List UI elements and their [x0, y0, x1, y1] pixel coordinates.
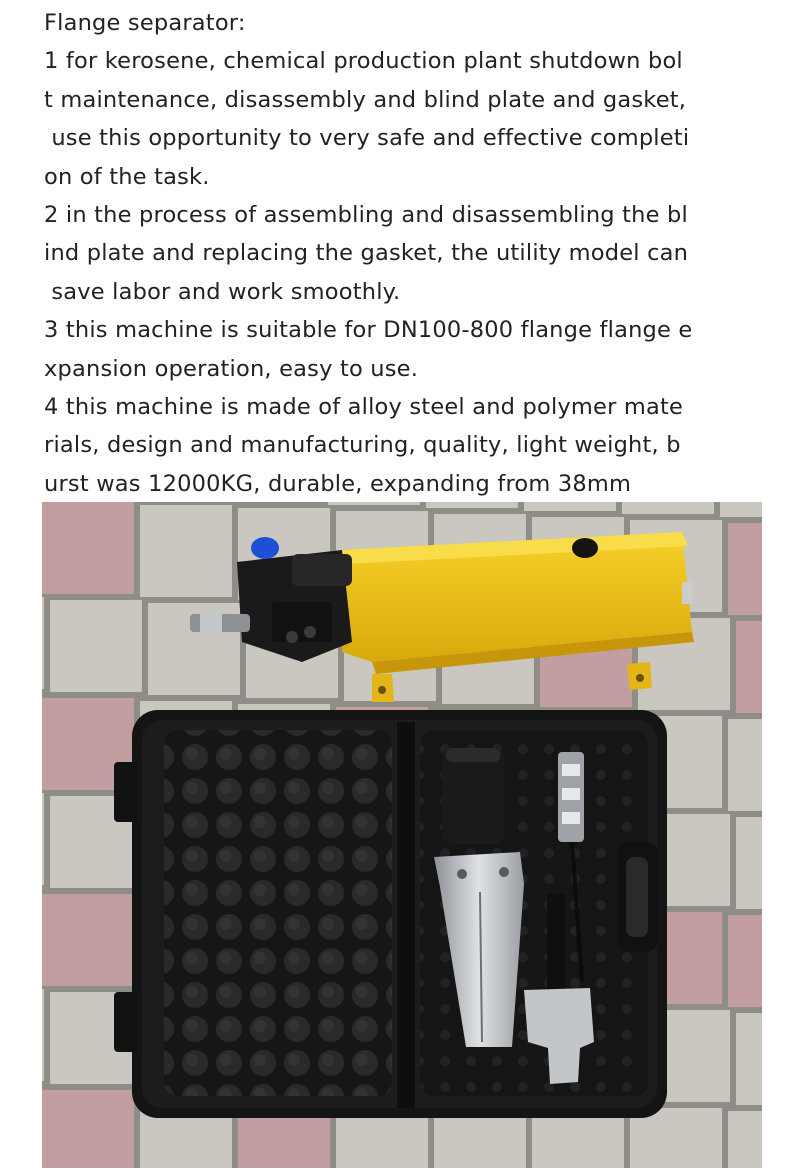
floor-tile: [524, 502, 616, 511]
floor-tile: [42, 1090, 134, 1168]
product-description: [44, 4, 774, 503]
floor-tile: [42, 793, 44, 885]
description-line: urst was 12000KG, durable, expanding from 38mm: [44, 470, 632, 497]
product-photo-illustration: [42, 502, 762, 1168]
floor-tile: [736, 817, 762, 909]
floor-tile: [728, 719, 762, 811]
floor-tile: [50, 600, 142, 692]
floor-tile: [42, 989, 44, 1081]
floor-tile: [426, 502, 518, 508]
floor-tile: [622, 502, 714, 514]
description-line: save labor and work smoothly.: [44, 278, 401, 305]
description-line: use this opportunity to very safe and effective completi: [44, 125, 690, 152]
floor-tile: [720, 502, 762, 517]
product-photo: [42, 502, 762, 1168]
description-line: 3 this machine is suitable for DN100-800 flange flange e: [44, 317, 693, 344]
description-line: 4 this machine is made of alloy steel and polymer mate: [44, 393, 684, 420]
description-line: xpansion operation, easy to use.: [44, 355, 419, 382]
floor-tile: [736, 621, 762, 713]
floor-tile: [728, 523, 762, 615]
floor-tile: [140, 505, 232, 597]
floor-tile: [42, 597, 44, 689]
floor-tile: [728, 915, 762, 1007]
description-line: ind plate and replacing the gasket, the utility model can: [44, 240, 689, 267]
floor-tile: [328, 502, 420, 505]
fill-cap-icon: [572, 538, 598, 558]
floor-tile: [728, 1111, 762, 1168]
description-line: t maintenance, disassembly and blind plate and gasket,: [44, 86, 687, 113]
carrying-case: [114, 710, 667, 1118]
description-line: 1 for kerosene, chemical production plant shutdown bol: [44, 48, 683, 75]
floor-tile: [42, 502, 134, 594]
floor-tile: [42, 894, 134, 986]
description-title: Flange separator:: [44, 10, 246, 36]
description-line: rials, design and manufacturing, quality, light weight, b: [44, 432, 681, 459]
description-line: on of the task.: [44, 163, 210, 190]
description-line: 2 in the process of assembling and disassembling the bl: [44, 201, 688, 228]
valve-knob-icon: [251, 537, 279, 559]
floor-tile: [736, 1013, 762, 1105]
